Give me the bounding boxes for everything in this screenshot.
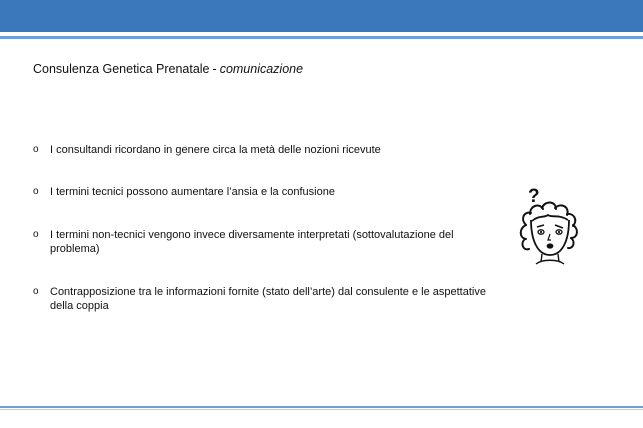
bullet-marker: o [33,144,39,155]
bullet-text: I termini non-tecnici vengono invece diversamente interpretati (sottovalutazione del problema) [50,229,454,255]
bullet-text: I termini tecnici possono aumentare l’ansia e la confusione [50,186,335,198]
header-divider [0,36,643,39]
footer-divider [0,406,643,408]
title-main: Consulenza Genetica Prenatale [33,62,210,76]
question-mark-glyph: ? [528,186,540,207]
header-band [0,0,643,32]
bullet-text: Contrapposizione tra le informazioni fornite (stato dell’arte) dal consulente e le aspettative della coppia [50,286,486,312]
slide-title [33,61,303,77]
list-item [33,143,495,157]
confused-woman-icon [512,185,584,265]
mouth [547,243,554,248]
face [531,220,569,255]
bullet-text: I consultandi ricordano in genere circa la metà delle nozioni ricevute [50,144,381,156]
confused-woman-illustration [512,185,584,265]
bullet-marker: o [33,286,39,297]
list-item [33,228,495,256]
bullet-marker: o [33,229,39,240]
title-subtitle: comunicazione [219,62,304,76]
list-item [33,185,495,199]
list-item [33,285,495,313]
footer-divider-thin [0,409,643,410]
title-separator: - [212,62,217,76]
bullet-marker: o [33,186,39,197]
bullet-list [33,143,495,313]
